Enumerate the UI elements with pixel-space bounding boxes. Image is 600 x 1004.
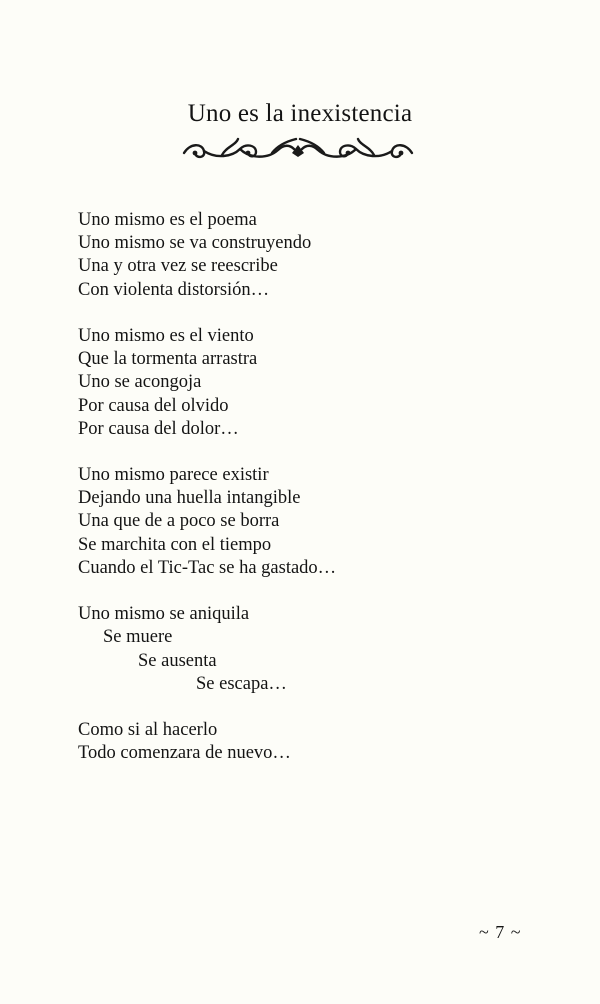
poem-line: Cuando el Tic-Tac se ha gastado… xyxy=(78,557,337,578)
poem-line: Se escapa… xyxy=(196,673,287,694)
poem-line: Por causa del dolor… xyxy=(78,418,239,439)
poem-line: Con violenta distorsión… xyxy=(78,279,270,300)
poem-line: Una y otra vez se reescribe xyxy=(78,256,278,277)
poem-line: Todo comenzara de nuevo… xyxy=(78,743,291,764)
poem-line: Uno mismo se va construyendo xyxy=(78,233,312,254)
stanza-break xyxy=(78,696,558,719)
poem-line: Una que de a poco se borra xyxy=(78,511,280,532)
poem-line: Uno mismo es el poema xyxy=(78,210,257,230)
stanza-break xyxy=(78,580,558,603)
poem-line: Como si al hacerlo xyxy=(78,720,218,741)
poem-line: Uno se acongoja xyxy=(78,372,202,393)
poem-line: Se muere xyxy=(103,627,173,648)
poem-line: Se ausenta xyxy=(138,650,217,671)
poem-line: Que la tormenta arrastra xyxy=(78,349,258,370)
stanza-break xyxy=(78,302,558,325)
poem-line: Uno mismo se aniquila xyxy=(78,604,250,625)
poem-line: Por causa del olvido xyxy=(78,395,229,416)
page-number: ~ 7 ~ xyxy=(479,922,522,942)
decorative-scroll-divider-icon xyxy=(176,133,420,163)
poem-line: Uno mismo es el viento xyxy=(78,325,254,346)
poem-line: Uno mismo parece existir xyxy=(78,465,269,486)
poem-line: Dejando una huella intangible xyxy=(78,488,301,509)
poem-title: Uno es la inexistencia xyxy=(187,100,413,127)
poem-body xyxy=(78,209,558,766)
stanza-break xyxy=(78,441,558,464)
poem-line: Se marchita con el tiempo xyxy=(78,534,272,555)
